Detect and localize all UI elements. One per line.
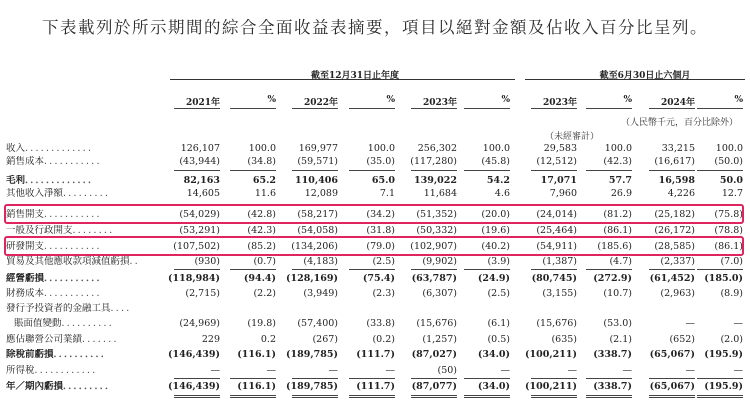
unit-note: （人民幣千元，百分比除外）	[620, 118, 738, 128]
column-header-underline	[174, 108, 220, 109]
table-cell: (54,058)	[297, 225, 338, 236]
table-cell: (53.0)	[603, 318, 632, 329]
table-cell: 4.6	[494, 188, 510, 199]
table-cell: (24.9)	[477, 273, 510, 284]
table-cell: (2.2)	[253, 288, 276, 299]
table-row	[0, 318, 750, 330]
total-rule	[349, 395, 395, 396]
table-cell: 12.7	[721, 188, 743, 199]
column-header: 2023年	[422, 98, 457, 108]
total-rule	[697, 269, 743, 270]
column-header: 2024年	[660, 98, 695, 108]
total-rule	[649, 395, 695, 396]
table-cell: (10.7)	[603, 288, 632, 299]
total-rule	[174, 269, 220, 270]
table-cell: (1,257)	[422, 334, 457, 345]
table-row	[0, 273, 750, 285]
total-rule	[349, 269, 395, 270]
table-cell: 169,977	[298, 143, 338, 154]
column-header-underline	[292, 108, 338, 109]
table-cell: 0.2	[260, 334, 276, 345]
group-divider-year-end	[170, 79, 515, 80]
table-cell: —	[733, 318, 743, 329]
table-cell: 11.6	[254, 188, 276, 199]
table-row	[0, 156, 750, 168]
table-cell: (65,067)	[649, 381, 695, 392]
table-cell: (42.3)	[247, 225, 276, 236]
table-cell: (15,676)	[536, 318, 577, 329]
table-cell: (635)	[551, 334, 577, 345]
table-cell: (42.3)	[603, 156, 632, 167]
table-cell: 100.0	[482, 143, 510, 154]
leader-dots: ．．．．．．．．．．．	[44, 288, 107, 299]
leader-dots: ．．．．．．．．	[72, 225, 120, 236]
table-cell: (102,907)	[410, 241, 457, 252]
column-header: %	[386, 95, 395, 105]
table-cell: —	[210, 365, 220, 376]
leader-dots: ．．．．．．．．．	[63, 188, 116, 199]
column-header-underline	[411, 108, 457, 109]
table-cell: 256,302	[417, 143, 457, 154]
table-cell: 139,022	[414, 175, 457, 186]
table-cell: (94.4)	[243, 273, 276, 284]
table-cell: 26.9	[610, 188, 632, 199]
group-header-six-months: 截至6月30日止六個月	[599, 71, 691, 81]
table-cell: (6,307)	[422, 288, 457, 299]
total-rule	[531, 395, 577, 396]
row-label-text: 所得稅	[6, 365, 35, 376]
row-label	[6, 334, 166, 346]
row-label	[6, 156, 166, 168]
highlight-rd-expenses	[4, 236, 744, 256]
table-cell: (189,785)	[286, 381, 338, 392]
table-cell: 126,107	[180, 143, 220, 154]
table-cell: (3,155)	[542, 288, 577, 299]
table-cell: (42.8)	[247, 209, 276, 220]
table-cell: (2.5)	[372, 256, 395, 267]
row-label	[6, 381, 166, 393]
table-row	[0, 175, 750, 187]
table-cell: (7.0)	[720, 256, 743, 267]
table-cell: (116.1)	[237, 349, 276, 360]
total-rule	[464, 397, 510, 398]
table-cell: 7,960	[549, 188, 577, 199]
table-cell: (26,172)	[654, 225, 695, 236]
table-cell: (116.1)	[237, 381, 276, 392]
table-cell: —	[500, 365, 510, 376]
table-cell: (86.1)	[714, 241, 743, 252]
group-header-year-end: 截至12月31日止年度	[310, 71, 400, 81]
table-cell: (50,332)	[416, 225, 457, 236]
table-row	[0, 349, 750, 361]
table-cell: (195.9)	[704, 349, 743, 360]
table-cell: (189,785)	[286, 349, 338, 360]
table-cell: (57,400)	[297, 318, 338, 329]
table-cell: —	[685, 318, 695, 329]
row-label-text: 財務成本	[6, 288, 45, 299]
row-label	[14, 318, 174, 330]
table-cell: (28,585)	[654, 241, 695, 252]
table-row	[0, 381, 750, 393]
table-cell: (78.8)	[714, 225, 743, 236]
table-cell: (61,452)	[649, 273, 695, 284]
total-rule	[411, 170, 457, 171]
table-cell: (20.0)	[481, 209, 510, 220]
total-rule	[464, 170, 510, 171]
table-cell: (51,352)	[416, 209, 457, 220]
table-row	[0, 188, 750, 200]
table-cell: (117,280)	[410, 156, 457, 167]
total-rule	[349, 397, 395, 398]
column-header: 2021年	[185, 98, 220, 108]
total-rule	[697, 397, 743, 398]
column-header-underline	[531, 108, 577, 109]
table-cell: (338.7)	[593, 349, 632, 360]
table-cell: 16,598	[658, 175, 695, 186]
leader-dots: ．．．．．．．．．．．．．	[25, 143, 99, 154]
leader-dots: ．．．．．．．．．．．	[44, 273, 107, 284]
total-rule	[649, 397, 695, 398]
table-cell: (87,077)	[411, 381, 457, 392]
column-header-underline	[697, 108, 743, 109]
row-label	[6, 256, 166, 268]
table-cell: —	[567, 365, 577, 376]
table-cell: (31.8)	[366, 225, 395, 236]
column-header-underline	[349, 108, 395, 109]
table-cell: —	[622, 365, 632, 376]
table-cell: (19.8)	[247, 318, 276, 329]
table-cell: 50.0	[719, 175, 743, 186]
table-cell: (79.0)	[366, 241, 395, 252]
table-cell: (50.0)	[714, 156, 743, 167]
total-rule	[464, 395, 510, 396]
row-label	[6, 303, 166, 315]
row-label-text: 研發開支	[6, 241, 45, 252]
column-header: %	[267, 95, 276, 105]
intro-text: 下表載列於所示期間的綜合全面收益表摘要，項目以絕對金額及佔收入百分比呈列。	[42, 18, 708, 37]
row-label-text: 收入	[6, 143, 26, 154]
total-rule	[230, 269, 276, 270]
total-rule	[292, 170, 338, 171]
table-cell: (35.0)	[366, 156, 395, 167]
table-cell: 82,163	[183, 175, 220, 186]
table-cell: —	[266, 365, 276, 376]
table-cell: (8.9)	[720, 288, 743, 299]
table-cell: (25,464)	[536, 225, 577, 236]
total-rule	[230, 397, 276, 398]
table-cell: 11,684	[423, 188, 457, 199]
table-cell: (16,617)	[654, 156, 695, 167]
table-cell: (53,291)	[179, 225, 220, 236]
table-cell: (75.4)	[362, 273, 395, 284]
table-cell: (58,217)	[297, 209, 338, 220]
row-label-text: 除稅前虧損	[6, 349, 54, 360]
total-rule	[531, 378, 577, 379]
table-cell: (34.2)	[366, 209, 395, 220]
row-label	[6, 175, 166, 187]
total-rule	[411, 395, 457, 396]
leader-dots: ．．．．．．．．．．．	[44, 156, 107, 167]
table-cell: (85.2)	[247, 241, 276, 252]
table-cell: (25,182)	[654, 209, 695, 220]
table-cell: (2.3)	[372, 288, 395, 299]
leader-dots: ．．．．．．．．．．	[53, 349, 111, 360]
table-cell: (34.0)	[477, 349, 510, 360]
leader-dots: ．．．．．．．	[82, 334, 124, 345]
table-cell: 29,583	[543, 143, 577, 154]
leader-dots: ．．．．．．．．．．．	[44, 209, 107, 220]
column-header: %	[623, 95, 632, 105]
row-label-text: 應佔聯營公司業績	[6, 334, 83, 345]
row-label-text: 其他收入淨額	[6, 188, 64, 199]
table-cell: (107,502)	[173, 241, 220, 252]
total-rule	[464, 378, 510, 379]
total-rule	[586, 397, 632, 398]
table-cell: (111.7)	[356, 381, 395, 392]
table-cell: (3.9)	[487, 256, 510, 267]
row-label-text: 貿易及其他應收款項減值虧損	[6, 256, 130, 267]
total-rule	[697, 170, 743, 171]
total-rule	[292, 269, 338, 270]
table-cell: 100.0	[604, 143, 632, 154]
table-cell: (87,027)	[411, 349, 457, 360]
table-cell: (100,211)	[525, 349, 577, 360]
total-rule	[411, 397, 457, 398]
column-header: %	[501, 95, 510, 105]
table-cell: 100.0	[248, 143, 276, 154]
table-row	[0, 256, 750, 268]
table-cell: 14,605	[186, 188, 220, 199]
table-cell: (111.7)	[356, 349, 395, 360]
table-cell: (2,715)	[185, 288, 220, 299]
table-cell: (65,067)	[649, 349, 695, 360]
table-cell: 65.0	[371, 175, 395, 186]
table-cell: (128,169)	[286, 273, 338, 284]
total-rule	[174, 397, 220, 398]
table-cell: 110,406	[295, 175, 338, 186]
table-cell: —	[733, 365, 743, 376]
table-cell: (2,963)	[660, 288, 695, 299]
table-cell: (146,439)	[168, 381, 220, 392]
table-cell: (652)	[669, 334, 695, 345]
total-rule	[531, 269, 577, 270]
table-row	[0, 303, 750, 315]
row-label-text: 銷售成本	[6, 156, 45, 167]
row-label	[6, 365, 166, 377]
table-cell: (0.7)	[253, 256, 276, 267]
total-rule	[649, 269, 695, 270]
table-cell: (4,183)	[303, 256, 338, 267]
table-cell: 57.7	[608, 175, 632, 186]
total-rule	[531, 397, 577, 398]
table-cell: (50)	[437, 365, 457, 376]
leader-dots: ．．．．．．．．．	[63, 381, 116, 392]
table-cell: (2,337)	[660, 256, 695, 267]
table-cell: (34.0)	[477, 381, 510, 392]
leader-dots: ．．．．．．．．．．．	[44, 241, 107, 252]
table-cell: (81.2)	[603, 209, 632, 220]
total-rule	[230, 170, 276, 171]
table-cell: (338.7)	[593, 381, 632, 392]
table-cell: 4,226	[667, 188, 695, 199]
column-header-underline	[230, 108, 276, 109]
row-label	[6, 349, 166, 361]
total-rule	[292, 395, 338, 396]
total-rule	[174, 378, 220, 379]
total-rule	[174, 395, 220, 396]
leader-dots: ．．．．．．．．．．	[61, 318, 119, 329]
total-rule	[464, 269, 510, 270]
table-cell: 100.0	[715, 143, 743, 154]
table-cell: (12,512)	[536, 156, 577, 167]
table-cell: 17,071	[540, 175, 577, 186]
total-rule	[649, 378, 695, 379]
table-cell: (4.7)	[609, 256, 632, 267]
table-cell: (15,676)	[416, 318, 457, 329]
table-cell: (2.0)	[720, 334, 743, 345]
row-label-text: 銷售開支	[6, 209, 45, 220]
total-rule	[230, 378, 276, 379]
total-rule	[349, 378, 395, 379]
row-label	[6, 288, 166, 300]
table-cell: (3,949)	[303, 288, 338, 299]
total-rule	[349, 170, 395, 171]
column-header: %	[734, 95, 743, 105]
total-rule	[586, 378, 632, 379]
total-rule	[230, 395, 276, 396]
highlight-selling-expenses	[4, 204, 744, 224]
table-cell: (100,211)	[525, 381, 577, 392]
table-cell: —	[685, 365, 695, 376]
table-cell: (6.1)	[487, 318, 510, 329]
table-row	[0, 365, 750, 377]
row-label-text: 經營虧損	[6, 273, 45, 284]
table-cell: —	[328, 365, 338, 376]
leader-dots: ．．．．．．．．．．．．	[34, 365, 103, 376]
total-rule	[586, 395, 632, 396]
leader-dots: ．．	[129, 256, 145, 267]
table-cell: 54.2	[486, 175, 510, 186]
table-cell: (24,969)	[179, 318, 220, 329]
table-cell: (75.8)	[714, 209, 743, 220]
column-header-underline	[586, 108, 632, 109]
table-cell: (80,745)	[531, 273, 577, 284]
table-cell: (930)	[194, 256, 220, 267]
total-rule	[292, 397, 338, 398]
table-cell: (267)	[312, 334, 338, 345]
row-label-text: 一般及行政開支	[6, 225, 73, 236]
total-rule	[411, 269, 457, 270]
leader-dots: ．．．．．．．．．．．．．	[25, 175, 99, 186]
table-cell: (1,387)	[542, 256, 577, 267]
row-label-text: 年／期內虧損	[6, 381, 64, 392]
table-cell: (0.5)	[487, 334, 510, 345]
table-cell: (34.8)	[247, 156, 276, 167]
table-cell: 33,215	[661, 143, 695, 154]
total-rule	[586, 170, 632, 171]
table-cell: (45.8)	[481, 156, 510, 167]
table-cell: (24,014)	[536, 209, 577, 220]
group-divider-six-months	[525, 79, 745, 80]
table-cell: (2.1)	[609, 334, 632, 345]
table-cell: (59,571)	[297, 156, 338, 167]
row-label-text: 發行予投資者的金融工具	[6, 303, 111, 314]
table-cell: (9,902)	[422, 256, 457, 267]
column-header: 2023年	[542, 98, 577, 108]
table-cell: (134,206)	[291, 241, 338, 252]
table-cell: (118,984)	[168, 273, 220, 284]
total-rule	[697, 395, 743, 396]
row-label	[6, 273, 166, 285]
column-header: 2022年	[303, 98, 338, 108]
table-cell: 100.0	[367, 143, 395, 154]
total-rule	[411, 378, 457, 379]
table-cell: (40.2)	[481, 241, 510, 252]
table-cell: 12,089	[304, 188, 338, 199]
table-cell: 65.2	[252, 175, 276, 186]
table-cell: (54,029)	[179, 209, 220, 220]
table-cell: (272.9)	[593, 273, 632, 284]
total-rule	[586, 269, 632, 270]
table-row	[0, 334, 750, 346]
total-rule	[292, 378, 338, 379]
table-cell: (2.5)	[487, 288, 510, 299]
total-rule	[697, 378, 743, 379]
table-cell: 229	[201, 334, 220, 345]
row-label-text: 賬面值變動	[14, 318, 62, 329]
table-cell: —	[385, 365, 395, 376]
column-header-underline	[649, 108, 695, 109]
total-rule	[174, 170, 220, 171]
table-row	[0, 288, 750, 300]
table-cell: (43,944)	[179, 156, 220, 167]
table-cell: (185.0)	[704, 273, 743, 284]
table-cell: (19.6)	[481, 225, 510, 236]
total-rule	[531, 170, 577, 171]
table-cell: (54,911)	[536, 241, 577, 252]
row-label-text: 毛利	[6, 175, 26, 186]
unaudited-note: （未經審計）	[545, 132, 600, 142]
row-label	[6, 188, 166, 200]
table-cell: 7.1	[379, 188, 395, 199]
row-label	[6, 143, 166, 155]
table-cell: (185.6)	[597, 241, 632, 252]
table-cell: (86.1)	[603, 225, 632, 236]
table-cell: (0.2)	[372, 334, 395, 345]
total-rule	[649, 170, 695, 171]
table-cell: (146,439)	[168, 349, 220, 360]
table-cell: (33.8)	[366, 318, 395, 329]
table-row	[0, 143, 750, 155]
table-cell: (195.9)	[704, 381, 743, 392]
table-cell: (63,787)	[411, 273, 457, 284]
leader-dots: ．．．．	[110, 303, 137, 314]
column-header-underline	[464, 108, 510, 109]
